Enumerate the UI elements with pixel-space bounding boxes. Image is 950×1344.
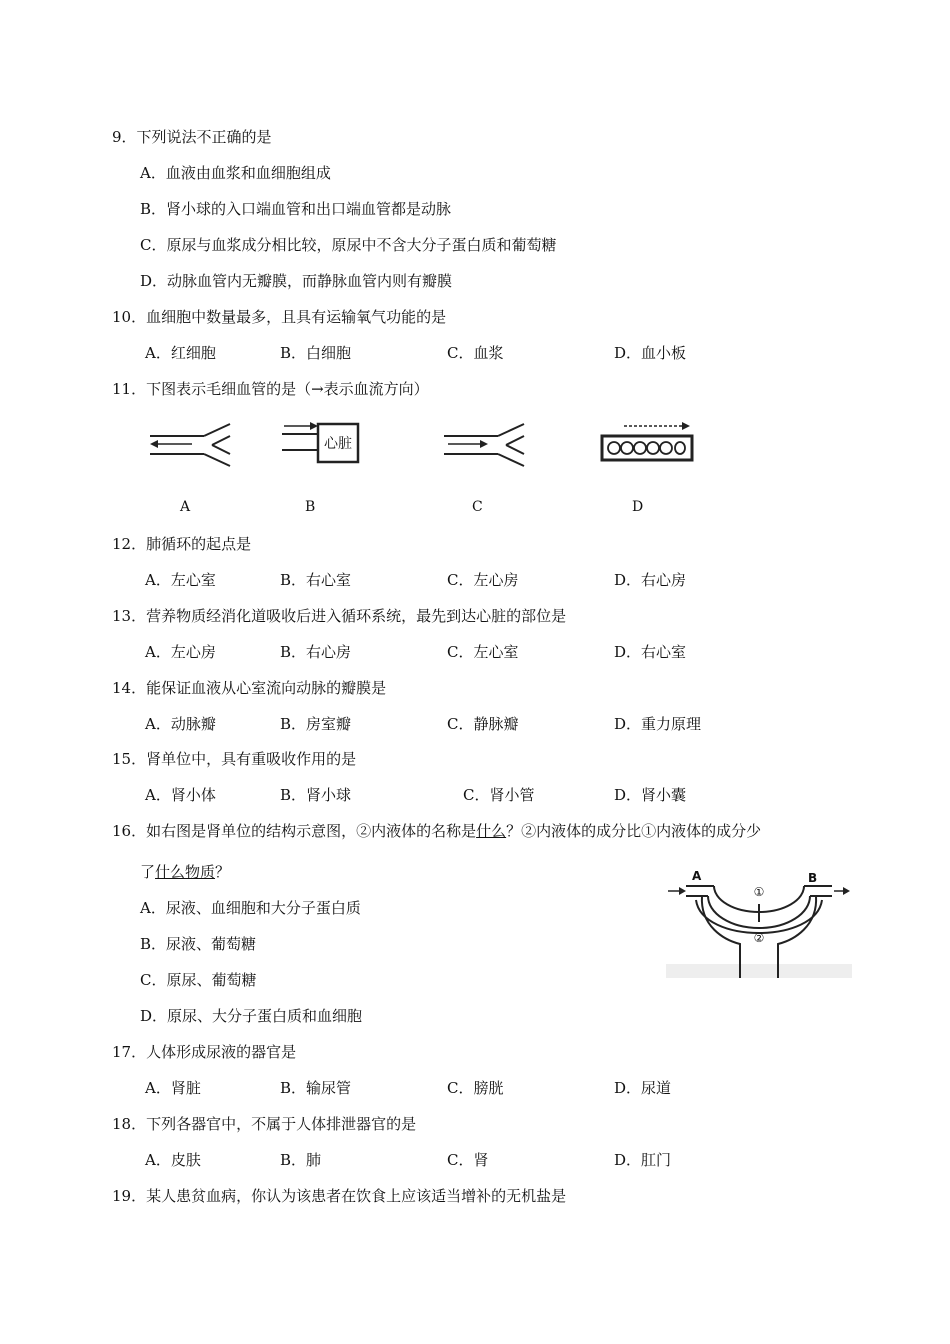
question-10-option-d: D．血小板 — [614, 344, 687, 362]
question-18-option-a: A．皮肤 — [145, 1151, 201, 1169]
question-10-option-b: B．白细胞 — [280, 344, 352, 362]
question-10-option-a: A．红细胞 — [145, 344, 216, 362]
question-18-stem: 18．下列各器官中，不属于人体排泄器官的是 — [112, 1115, 417, 1133]
question-9-option-b: B．肾小球的入口端血管和出口端血管都是动脉 — [140, 200, 452, 218]
question-14-option-b: B．房室瓣 — [280, 715, 352, 733]
question-19-stem: 19．某人患贫血病，你认为该患者在饮食上应该适当增补的无机盐是 — [112, 1187, 567, 1205]
heart-box-label: 心脏 — [324, 436, 352, 452]
question-9-option-c: C．原尿与血浆成分相比较，原尿中不含大分子蛋白质和葡萄糖 — [140, 236, 557, 254]
question-16-stem-line1 — [112, 821, 761, 841]
nephron-label-a: A — [692, 869, 702, 883]
question-9-option-a: A．血液由血浆和血细胞组成 — [140, 164, 331, 182]
figure-11-label-d: D — [632, 499, 644, 515]
question-16-option-b: B．尿液、葡萄糖 — [140, 935, 257, 953]
question-13-option-b: B．右心房 — [280, 643, 352, 661]
question-12-option-a: A．左心室 — [145, 571, 216, 589]
question-9-stem: 9．下列说法不正确的是 — [112, 128, 272, 146]
question-10-stem: 10．血细胞中数量最多，且具有运输氧气功能的是 — [112, 308, 447, 326]
nephron-label-b: B — [808, 871, 818, 885]
figure-11-b — [278, 414, 368, 470]
question-12-option-b: B．右心室 — [280, 571, 352, 589]
nephron-label-2: ② — [753, 931, 765, 945]
question-12-option-c: C．左心房 — [447, 571, 519, 589]
question-18-option-d: D．肛门 — [614, 1151, 672, 1169]
question-14-option-d: D．重力原理 — [614, 715, 702, 733]
question-16-stem-line2 — [140, 862, 230, 882]
question-12-option-d: D．右心房 — [614, 571, 687, 589]
question-17-option-c: C．膀胱 — [447, 1079, 504, 1097]
question-16-underline-1: 什么 — [476, 822, 507, 840]
question-15-stem: 15．肾单位中，具有重吸收作用的是 — [112, 750, 357, 768]
question-16-option-a: A．尿液、血细胞和大分子蛋白质 — [140, 899, 361, 917]
question-12-stem: 12．肺循环的起点是 — [112, 535, 252, 553]
question-17-option-a: A．肾脏 — [145, 1079, 201, 1097]
figure-11-c — [440, 420, 530, 470]
question-15-option-c: C．肾小管 — [463, 786, 535, 804]
figure-11-label-c: C — [472, 499, 483, 515]
question-17-option-d: D．尿道 — [614, 1079, 672, 1097]
nephron-diagram — [666, 866, 852, 978]
question-16-stem-text-1: 16．如右图是肾单位的结构示意图，②内液体的名称是 — [112, 822, 477, 840]
figure-11-a — [146, 420, 236, 470]
figure-11-d — [600, 420, 696, 466]
nephron-label-1: ① — [753, 885, 765, 899]
question-16-option-d: D．原尿、大分子蛋白质和血细胞 — [140, 1007, 363, 1025]
question-14-stem: 14．能保证血液从心室流向动脉的瓣膜是 — [112, 679, 387, 697]
question-18-option-c: C．肾 — [447, 1151, 489, 1169]
question-15-option-b: B．肾小球 — [280, 786, 352, 804]
question-9-option-d: D．动脉血管内无瓣膜，而静脉血管内则有瓣膜 — [140, 272, 453, 290]
question-13-stem: 13．营养物质经消化道吸收后进入循环系统，最先到达心脏的部位是 — [112, 607, 567, 625]
question-13-option-a: A．左心房 — [145, 643, 216, 661]
question-14-option-c: C．静脉瓣 — [447, 715, 519, 733]
question-17-stem: 17．人体形成尿液的器官是 — [112, 1043, 297, 1061]
question-16-option-c: C．原尿、葡萄糖 — [140, 971, 257, 989]
question-15-option-d: D．肾小囊 — [614, 786, 687, 804]
question-15-option-a: A．肾小体 — [145, 786, 216, 804]
question-17-option-b: B．输尿管 — [280, 1079, 352, 1097]
question-13-option-d: D．右心室 — [614, 643, 687, 661]
question-16-stem-text-3: 了 — [140, 863, 156, 881]
question-11-stem: 11．下图表示毛细血管的是（→表示血流方向） — [112, 380, 429, 398]
question-16-stem-text-4: ？ — [215, 863, 231, 881]
figure-11-label-a: A — [180, 499, 191, 515]
question-16-stem-text-2: ？②内液体的成分比①内液体的成分少 — [506, 822, 762, 840]
question-13-option-c: C．左心室 — [447, 643, 519, 661]
question-14-option-a: A．动脉瓣 — [145, 715, 216, 733]
figure-11-label-b: B — [305, 499, 316, 515]
question-16-underline-2: 什么物质 — [155, 863, 216, 881]
question-18-option-b: B．肺 — [280, 1151, 322, 1169]
question-10-option-c: C．血浆 — [447, 344, 504, 362]
